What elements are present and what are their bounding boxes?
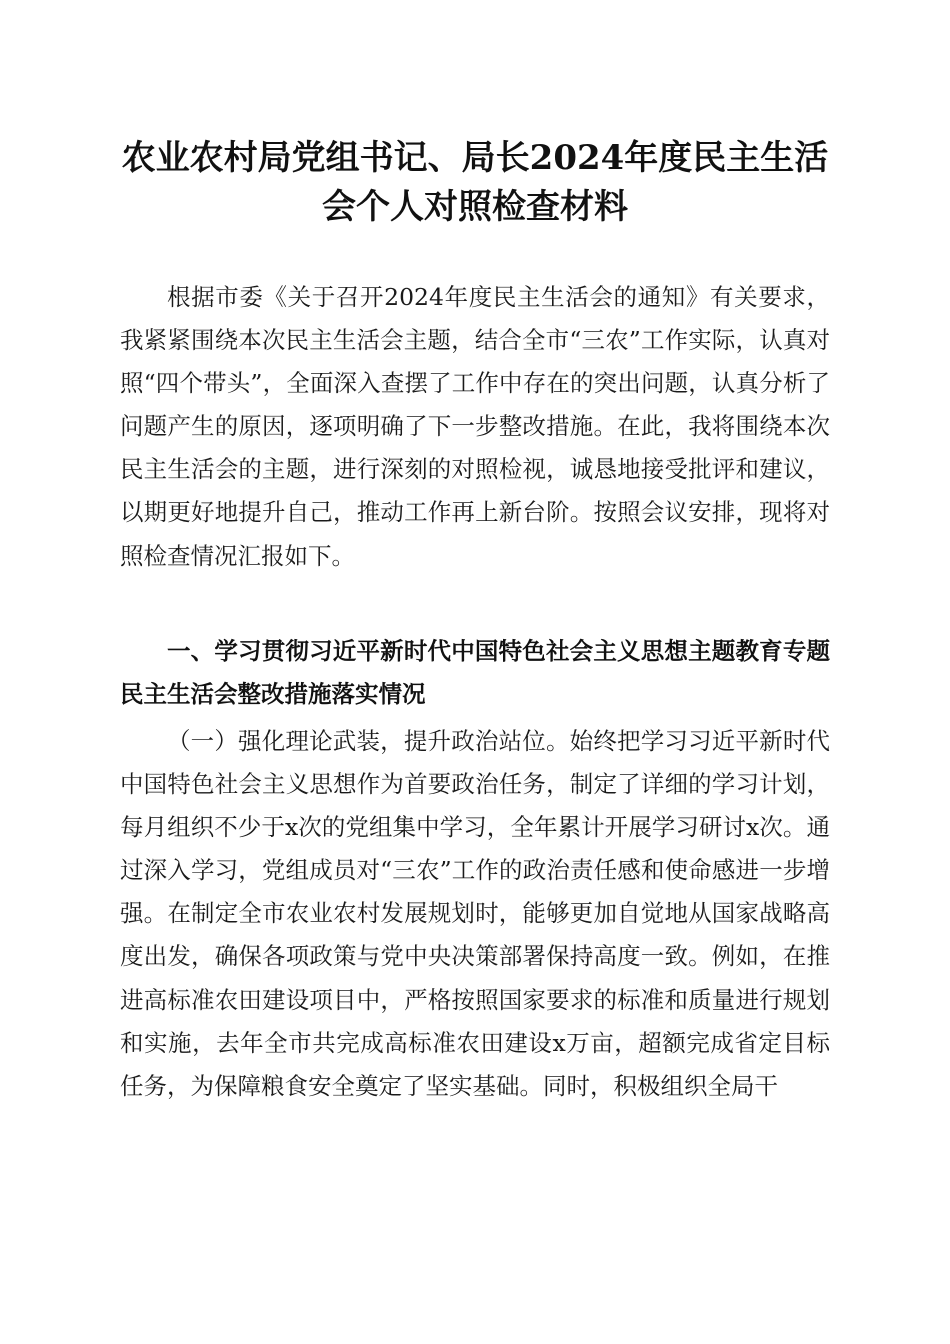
- intro-paragraph: 根据市委《关于召开2024年度民主生活会的通知》有关要求，我紧紧围绕本次民主生活会主题，结合全市“三农”工作实际，认真对照“四个带头”，全面深入查摆了工作中存在的突出问题，认真分析了问题产生的原因，逐项明确了下一步整改措施。在此，我将围绕本次民主生活会的主题，进行深刻的对照检视，诚恳地接受批评和建议，以期更好地提升自己，推动工作再上新台阶。按照会议安排，现将对照检查情况汇报如下。: [120, 283, 830, 570]
- section-heading-1: 一、学习贯彻习近平新时代中国特色社会主义思想主题教育专题民主生活会整改措施落实情况: [120, 637, 830, 709]
- section-1-paragraph-1: （一）强化理论武装，提升政治站位。始终把学习习近平新时代中国特色社会主义思想作为首要政治任务，制定了详细的学习计划，每月组织不少于x次的党组集中学习，全年累计开展学习研讨x次。通过深入学习，党组成员对“三农”工作的政治责任感和使命感进一步增强。在制定全市农业农村发展规划时，能够更加自觉地从国家战略高度出发，确保各项政策与党中央决策部署保持高度一致。例如，在推进高标准农田建设项目中，严格按照国家要求的标准和质量进行规划和实施，去年全市共完成高标准农田建设x万亩，超额完成省定目标任务，为保障粮食安全奠定了坚实基础。同时，积极组织全局干: [120, 727, 830, 1100]
- document-title: 农业农村局党组书记、局长2024年度民主生活会个人对照检查材料: [121, 138, 829, 227]
